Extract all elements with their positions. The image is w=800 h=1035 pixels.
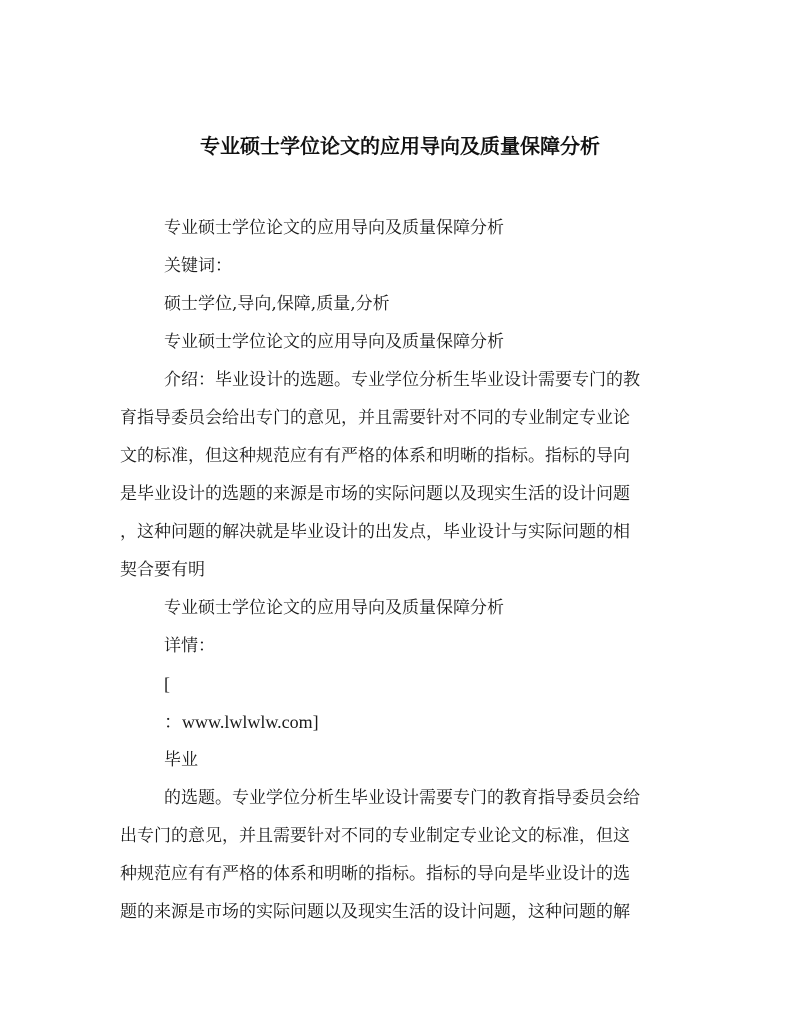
keywords-list: 硕士学位,导向,保障,质量,分析 <box>164 294 390 314</box>
paragraph-line: 专业硕士学位论文的应用导向及质量保障分析 <box>164 332 504 352</box>
document-body <box>120 209 680 931</box>
intro-line: 介绍：毕业设计的选题。专业学位分析生毕业设计需要专门的教 <box>164 370 640 390</box>
website-link[interactable]: ：www.lwlwlw.com] <box>164 712 319 732</box>
intro-line: 契合要有明 <box>120 560 205 580</box>
intro-line: 文的标准，但这种规范应有有严格的体系和明晰的指标。指标的导向 <box>120 446 630 466</box>
paragraph-line: 专业硕士学位论文的应用导向及质量保障分析 <box>164 598 504 618</box>
document-title: 专业硕士学位论文的应用导向及质量保障分析 <box>200 134 600 158</box>
body-line: 出专门的意见，并且需要针对不同的专业制定专业论文的标准，但这 <box>120 826 630 846</box>
intro-line: 育指导委员会给出专门的意见，并且需要针对不同的专业制定专业论 <box>120 408 630 428</box>
body-line: 的选题。专业学位分析生毕业设计需要专门的教育指导委员会给 <box>164 788 640 808</box>
body-line: 种规范应有有严格的体系和明晰的指标。指标的导向是毕业设计的选 <box>120 864 630 884</box>
paragraph-line: 专业硕士学位论文的应用导向及质量保障分析 <box>164 218 504 238</box>
keywords-label: 关键词： <box>164 256 232 276</box>
details-label: 详情： <box>164 636 215 656</box>
paragraph-line: 毕业 <box>164 750 198 770</box>
intro-line: ，这种问题的解决就是毕业设计的出发点，毕业设计与实际问题的相 <box>120 522 630 542</box>
body-line: 题的来源是市场的实际问题以及现实生活的设计问题，这种问题的解 <box>120 902 630 922</box>
bracket-open: [ <box>164 674 170 694</box>
intro-line: 是毕业设计的选题的来源是市场的实际问题以及现实生活的设计问题 <box>120 484 630 504</box>
